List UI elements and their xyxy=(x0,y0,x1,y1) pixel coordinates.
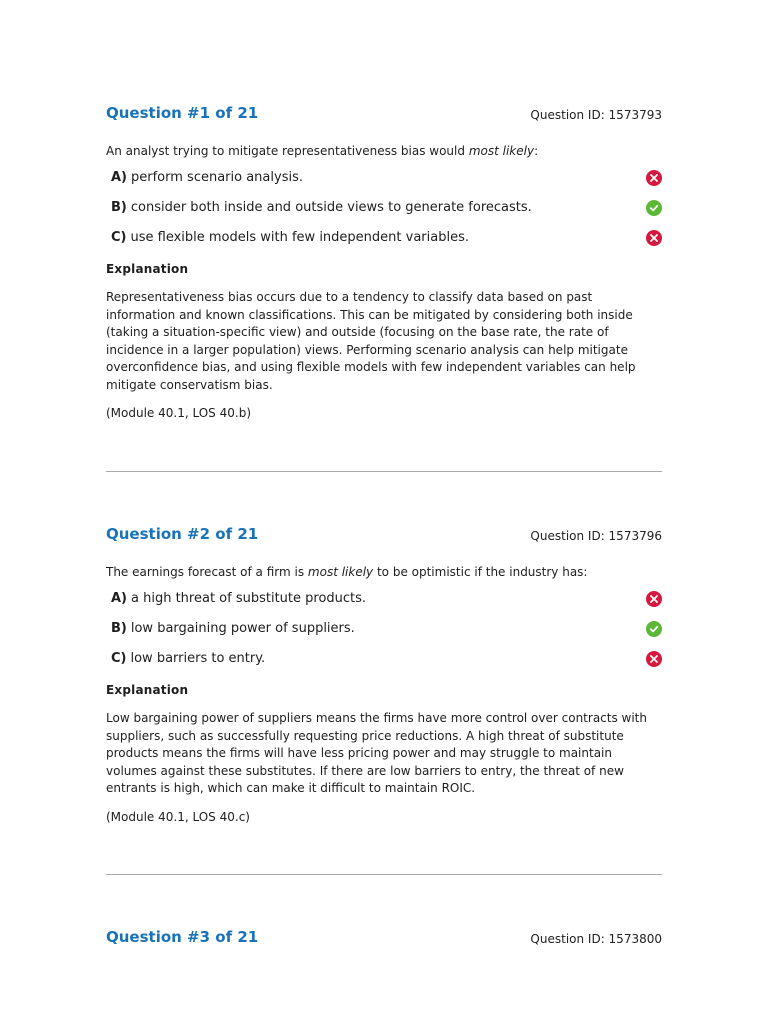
option-letter: A) xyxy=(111,170,128,185)
option-letter: A) xyxy=(111,591,128,606)
module-reference: (Module 40.1, LOS 40.c) xyxy=(106,809,250,824)
answer-option-a[interactable] xyxy=(106,170,662,200)
divider xyxy=(106,874,662,875)
question-stem xyxy=(106,143,662,159)
option-letter: B) xyxy=(111,621,127,636)
stem-text-end: : xyxy=(534,144,539,158)
explanation-text xyxy=(106,710,662,798)
answer-options xyxy=(106,591,662,681)
option-letter: C) xyxy=(111,230,127,245)
explanation-line: entrants is high, which can make it difficult to maintain ROIC. xyxy=(106,781,476,795)
stem-emphasis: most likely xyxy=(468,144,535,158)
divider xyxy=(106,471,662,472)
stem-emphasis: most likely xyxy=(307,565,374,579)
option-text: low bargaining power of suppliers. xyxy=(130,621,355,636)
stem-text: The earnings forecast of a firm is xyxy=(106,565,308,579)
explanation-line: Representativeness bias occurs due to a tendency to classify data based on past xyxy=(106,290,593,304)
question-2 xyxy=(106,525,662,824)
x-icon xyxy=(646,591,662,607)
option-text: consider both inside and outside views to generate forecasts. xyxy=(130,200,532,215)
explanation-line: information and known classifications. This can be mitigated by considering both inside xyxy=(106,307,633,322)
question-header xyxy=(106,104,662,126)
stem-text-end: to be optimistic if the industry has: xyxy=(373,565,588,579)
x-icon xyxy=(646,651,662,667)
option-letter: C) xyxy=(111,651,127,666)
option-text: perform scenario analysis. xyxy=(131,170,303,185)
explanation-heading: Explanation xyxy=(106,262,189,276)
x-icon xyxy=(646,170,662,186)
explanation-line: suppliers, such as successfully requesting price reductions. A high threat of substitute xyxy=(106,728,624,743)
explanation-line: incidence in a larger population) views. Performing scenario analysis can help mitigate xyxy=(106,342,628,357)
answer-option-b[interactable] xyxy=(106,200,662,230)
question-1 xyxy=(106,104,662,420)
question-3 xyxy=(106,928,662,950)
option-letter: B) xyxy=(111,200,127,215)
question-title: Question #2 of 21 xyxy=(106,525,259,543)
explanation-heading: Explanation xyxy=(106,683,189,697)
answer-option-b[interactable] xyxy=(106,621,662,651)
check-icon xyxy=(646,621,662,637)
option-text: use flexible models with few independent variables. xyxy=(130,230,469,245)
answer-option-c[interactable] xyxy=(106,651,662,681)
question-title: Question #3 of 21 xyxy=(106,928,259,946)
question-header xyxy=(106,525,662,547)
answer-options xyxy=(106,170,662,260)
explanation-line: volumes against these substitutes. If there are low barriers to entry, the threat of new xyxy=(106,763,624,778)
answer-option-a[interactable] xyxy=(106,591,662,621)
question-header xyxy=(106,928,662,950)
module-reference: (Module 40.1, LOS 40.b) xyxy=(106,406,251,420)
question-id: Question ID: 1573800 xyxy=(530,932,662,946)
answer-option-c[interactable] xyxy=(106,230,662,260)
explanation-line: overconfidence bias, and using flexible models with few independent variables can help xyxy=(106,360,636,374)
explanation-line: mitigate conservatism bias. xyxy=(106,377,273,392)
explanation-line: (taking a situation-specific view) and outside (focusing on the base rate, the rate of xyxy=(106,325,609,339)
x-icon xyxy=(646,230,662,246)
check-icon xyxy=(646,200,662,216)
option-text: low barriers to entry. xyxy=(130,651,266,666)
question-stem xyxy=(106,564,662,580)
question-title: Question #1 of 21 xyxy=(106,104,259,122)
option-text: a high threat of substitute products. xyxy=(131,591,367,606)
question-id: Question ID: 1573796 xyxy=(530,529,662,543)
explanation-line: products means the firms will have less pricing power and may struggle to maintain xyxy=(106,746,612,760)
question-id: Question ID: 1573793 xyxy=(530,108,662,122)
explanation-text xyxy=(106,289,662,394)
explanation-line: Low bargaining power of suppliers means the firms have more control over contracts with xyxy=(106,711,647,725)
stem-text: An analyst trying to mitigate representativeness bias would xyxy=(106,144,469,158)
